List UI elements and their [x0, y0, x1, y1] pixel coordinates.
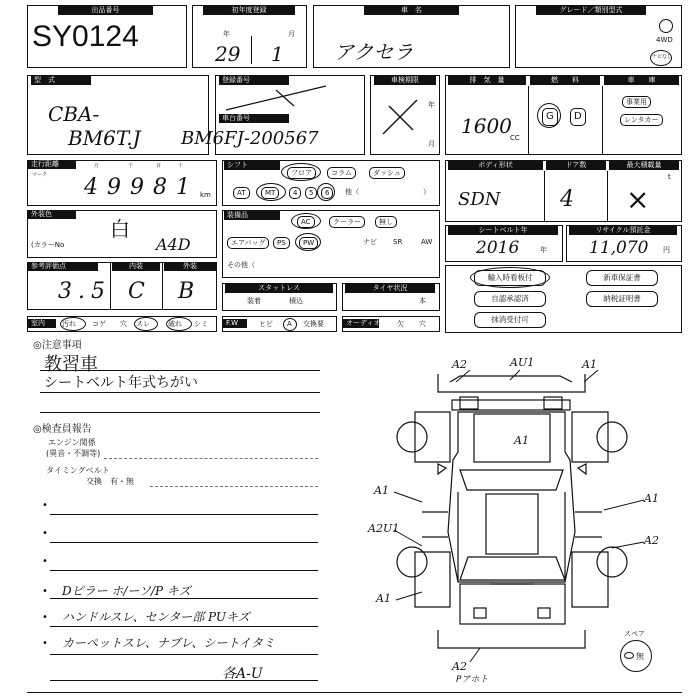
inspection-label: 車検期限 — [374, 76, 436, 85]
capacity-label: 最大積載量 — [609, 161, 679, 170]
notes-rule-3 — [40, 412, 320, 413]
doors-label: ドア数 — [546, 161, 606, 170]
lot-label: 出品番号 — [58, 6, 153, 15]
grade-box — [515, 5, 682, 68]
mark-left-rear-door: A2U1 — [368, 522, 400, 535]
bottom-strip — [27, 692, 682, 700]
fw-strip-label: F.W — [223, 319, 247, 328]
color-code-label: (カラーNo — [31, 241, 65, 249]
usage-business: 事業用 — [622, 96, 651, 108]
equip-navi: ナビ — [363, 238, 377, 246]
mileage-unit-juu: 十 — [178, 163, 184, 169]
car-name-box — [313, 5, 510, 68]
exterior-label: 外装 — [164, 262, 216, 271]
shift-floor-circle — [281, 163, 321, 181]
displacement-label: 排 気 量 — [448, 76, 526, 85]
lot-number: SY0124 — [32, 20, 139, 53]
seatbelt-value: 2016 — [476, 238, 520, 258]
notes-label: ◎注意事項 — [33, 340, 82, 351]
displacement-box — [445, 75, 682, 155]
fuel-g-circle — [537, 103, 561, 128]
bullet-5: • — [42, 612, 48, 623]
steering-icon — [659, 19, 673, 33]
usage-label: 車 庫 — [604, 76, 679, 85]
strip-tear-circle — [166, 317, 192, 331]
mileage-mark: マーク — [32, 172, 48, 178]
shift-dash: ダッシュ — [369, 167, 405, 179]
seatbelt-label: シートベルト年 — [448, 226, 558, 235]
fuel-label: 燃 料 — [530, 76, 600, 85]
score-value: 3.5 — [58, 279, 111, 304]
nav-none-label: ナビなし — [652, 54, 673, 60]
mark-right-rear: A2 — [644, 534, 659, 547]
mileage-box — [27, 160, 217, 206]
mileage-label: 走行距離 — [28, 160, 76, 169]
mileage-value: 49981 — [84, 175, 199, 200]
equipment-label: 装備品 — [224, 211, 280, 220]
bullet-6: • — [42, 638, 48, 649]
equip-ps: PS — [273, 237, 290, 249]
equip-aw: AW — [421, 238, 433, 246]
timing-sub: 交換 有・無 — [86, 477, 134, 486]
capacity-value: × — [626, 183, 650, 216]
reg-no-label: 登録番号 — [219, 76, 289, 85]
engine-sub: (異音・不調等) — [46, 449, 101, 458]
report-rule-1 — [50, 514, 318, 515]
equip-airbag: エアバッグ — [227, 237, 269, 249]
inspection-year-label: 年 — [428, 101, 435, 109]
doors-value: 4 — [560, 187, 574, 212]
first-reg-month: 1 — [271, 42, 284, 66]
shift-at: AT — [233, 187, 250, 199]
studless-box — [222, 283, 337, 311]
fuel-g: G — [542, 108, 558, 126]
tire-count: 本 — [419, 297, 426, 305]
doc-import-circle — [470, 267, 550, 288]
model-type-label: 型 式 — [31, 76, 91, 85]
doc-tax: 納税証明書 — [586, 291, 658, 307]
shift-close: ） — [423, 188, 430, 196]
report-line-1: Dピラー ホ/ーソ/P キズ — [62, 584, 191, 598]
ord-hole: 穴 — [419, 320, 426, 328]
body-box — [445, 160, 682, 222]
doc-approved: 自認承認済 — [474, 291, 546, 307]
report-line-4: 各A-U — [222, 666, 263, 682]
equip-cooler: クーラー — [329, 216, 365, 228]
spare-value: 無 — [636, 652, 644, 661]
interior-value: C — [128, 279, 145, 304]
equip-other: その他（ — [227, 261, 255, 269]
recycle-label: リサイクル預託金 — [569, 226, 677, 235]
car-name-value: アクセラ — [334, 40, 414, 64]
notes-rule-2 — [40, 392, 320, 393]
seatbelt-box — [445, 225, 563, 262]
car-diagram — [360, 352, 690, 672]
fw-a: A — [287, 320, 292, 328]
shift-5: 5 — [305, 187, 317, 199]
strip-dirt-circle — [60, 317, 86, 331]
mark-left-rear-fender: A1 — [376, 592, 391, 605]
grade-label: グレード／類別型式 — [536, 6, 646, 15]
tire-box — [342, 283, 440, 311]
spare-eye-icon — [624, 652, 634, 659]
mark-front-right: A1 — [582, 358, 597, 371]
color-box — [27, 210, 217, 258]
strip-burn: コゲ — [92, 320, 106, 328]
mileage-unit-sen: 千 — [128, 163, 134, 169]
ord-strip-label: オーディオ — [343, 319, 379, 328]
equipment-box — [222, 210, 440, 278]
strip-stain: シミ — [194, 320, 208, 328]
spare-label: スペア — [624, 630, 645, 638]
lot-box — [27, 5, 187, 68]
bullet-1: • — [42, 500, 48, 511]
studless-load: 積込 — [289, 297, 303, 305]
chassis-label: 車台番号 — [219, 114, 289, 123]
body-value: SDN — [458, 189, 501, 210]
strip-scratch: スレ — [136, 320, 150, 328]
strip-scratch-circle — [134, 317, 158, 331]
report-rule-5 — [50, 626, 318, 627]
report-rule-6 — [50, 654, 318, 655]
fw-strip — [222, 316, 337, 332]
car-name-label: 車 名 — [364, 6, 459, 15]
notes-line1: 教習車 — [44, 354, 98, 375]
shift-6: 6 — [321, 187, 333, 199]
mileage-unit-hyaku: 百 — [156, 163, 162, 169]
score-label: 参考評価点 — [28, 262, 98, 271]
interior-label: 内装 — [112, 262, 160, 271]
fuel-d: D — [570, 108, 586, 126]
usage-rental: レンタカー — [620, 114, 663, 126]
mark-rear-bumper: A2 — [452, 660, 467, 672]
first-reg-month-label: 月 — [288, 30, 295, 38]
notes-rule-1 — [40, 370, 320, 371]
inspection-box — [370, 75, 440, 155]
recycle-unit: 円 — [663, 246, 670, 254]
timing-label: タイミングベルト — [46, 466, 110, 475]
equip-none: 無し — [375, 216, 397, 228]
shift-floor: フロア — [287, 167, 316, 179]
grades-box — [27, 262, 217, 310]
report-rule-2 — [50, 542, 318, 543]
bullet-2: • — [42, 528, 48, 539]
equip-ac-circle — [291, 213, 321, 229]
shift-4: 4 — [289, 187, 301, 199]
color-code: A4D — [156, 235, 191, 254]
displacement-value: 1600 — [461, 114, 512, 138]
shift-box — [222, 160, 440, 206]
shift-other: 他（ — [345, 188, 359, 196]
equip-ac: AC — [297, 216, 315, 228]
interior-strip-label: 室内 — [28, 319, 56, 328]
inspector-label: ◎検査員報告 — [33, 424, 92, 435]
report-line-2: ハンドルスレ、センター部 PUキズ — [62, 610, 250, 624]
equip-sr: SR — [393, 238, 403, 246]
doc-import: 輸入時看板付 — [474, 270, 546, 286]
exterior-value: B — [178, 279, 195, 304]
shift-label: シフト — [224, 161, 280, 170]
bullet-4: • — [42, 586, 48, 597]
strip-hole: 穴 — [120, 320, 127, 328]
mileage-unit-man: 万 — [94, 163, 100, 169]
shift-mt-circle — [256, 183, 286, 201]
diagram-bottom-label: Pアホト — [456, 675, 489, 685]
timing-rule — [150, 486, 318, 487]
color-label: 外装色 — [28, 210, 76, 219]
docs-box — [445, 265, 682, 333]
studless-fit: 装着 — [247, 297, 261, 305]
report-rule-7 — [50, 680, 318, 681]
shift-column: コラム — [327, 167, 356, 179]
first-reg-label: 初年度登録 — [203, 6, 295, 15]
bullet-3: • — [42, 556, 48, 567]
body-label: ボディ形状 — [448, 161, 543, 170]
report-rule-3 — [50, 570, 318, 571]
chassis-value: BM6FJ-200567 — [181, 128, 319, 149]
ord-missing: 欠 — [397, 320, 404, 328]
awd-label: 4WD — [656, 36, 673, 44]
model-type-line1: CBA- — [48, 102, 100, 126]
inspection-x-mark — [371, 76, 439, 154]
mark-left-front-door: A1 — [374, 484, 389, 497]
mark-front-center: AU1 — [510, 356, 535, 369]
interior-strip — [27, 316, 217, 332]
displacement-unit: CC — [510, 134, 520, 142]
equip-pw: PW — [299, 237, 318, 249]
engine-rule — [104, 458, 318, 459]
mark-hood: A1 — [514, 434, 529, 447]
shift-6-circle — [317, 183, 335, 201]
fw-replace: 交換要 — [303, 320, 324, 328]
recycle-value: 11,070 — [589, 238, 649, 258]
first-reg-year-label: 年 — [223, 30, 230, 38]
mileage-unit-km: km — [200, 191, 211, 199]
notes-line2: シートベルト年式ちがい — [44, 375, 198, 391]
seatbelt-unit: 年 — [540, 246, 547, 254]
first-reg-box — [192, 5, 307, 68]
mark-front-left: A2 — [452, 358, 467, 371]
equip-pw-circle — [295, 233, 321, 251]
strip-dirt: 汚れ — [62, 320, 76, 328]
shift-mt: MT — [261, 187, 279, 199]
inspection-month-label: 月 — [428, 140, 435, 148]
model-type-line2: BM6T.J — [68, 126, 141, 150]
strip-tear: 破れ — [168, 320, 182, 328]
fw-a-circle — [283, 318, 297, 331]
report-rule-4 — [50, 598, 318, 599]
tire-label: タイヤ状況 — [345, 284, 435, 293]
doc-warranty: 新車保証書 — [586, 270, 658, 286]
recycle-box — [566, 225, 682, 262]
engine-label: エンジン関係 — [48, 438, 96, 447]
ord-strip — [342, 316, 440, 332]
reg-no-box — [181, 75, 365, 155]
studless-label: スタットレス — [225, 284, 333, 293]
fw-crack: ヒビ — [259, 320, 273, 328]
first-reg-year: 29 — [215, 42, 241, 66]
mark-right-front-door: A1 — [644, 492, 659, 505]
color-value: 白 — [110, 217, 130, 241]
report-line-3: カーペットスレ、ナブレ、シートイタミ — [62, 636, 275, 650]
capacity-unit: t — [668, 173, 671, 181]
doc-cancel: 抹消受付可 — [474, 312, 546, 328]
